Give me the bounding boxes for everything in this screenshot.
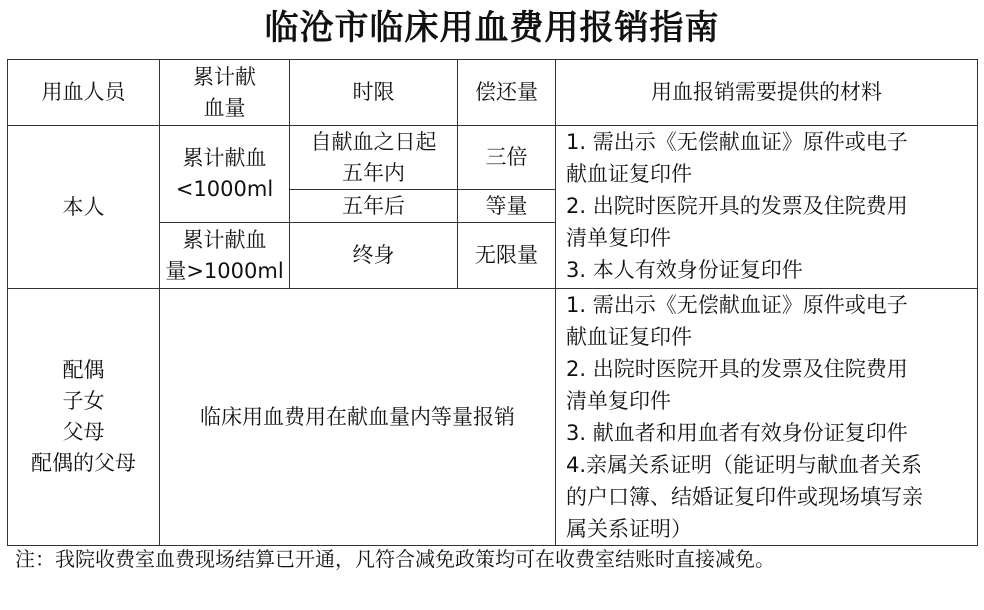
family-materials-line: 的户口簿、结婚证复印件或现场填写亲 [566, 485, 923, 509]
header-period: 时限 [290, 60, 458, 126]
family-materials-line: 3. 献血者和用血者有效身份证复印件 [566, 421, 908, 445]
family-row [8, 289, 978, 546]
family-materials-line: 献血证复印件 [566, 325, 692, 349]
family-policy-cell: 临床用血费用在献血量内等量报销 [160, 289, 556, 546]
family-materials-line: 1. 需出示《无偿献血证》原件或电子 [566, 293, 908, 317]
family-person-spouse: 配偶 [62, 358, 105, 382]
family-materials-cell [556, 289, 978, 546]
family-materials-line: 属关系证明） [566, 517, 692, 541]
self-period-1-line2: 五年内 [342, 160, 405, 185]
self-period-3-cell: 终身 [290, 223, 458, 289]
self-amount-gt-line1: 累计献血 [182, 227, 267, 252]
self-materials-cell [556, 126, 978, 289]
header-amount [160, 60, 290, 126]
family-materials-line: 清单复印件 [566, 389, 671, 413]
self-materials-line: 清单复印件 [566, 226, 671, 250]
self-repay-1-cell: 三倍 [458, 126, 556, 190]
self-person-cell: 本人 [8, 126, 160, 289]
self-amount-lt-line1: 累计献血 [182, 146, 267, 170]
self-period-1-line1: 自献血之日起 [310, 129, 437, 154]
self-materials-line: 3. 本人有效身份证复印件 [566, 258, 803, 282]
self-amount-gt-line2: 量>1000ml [165, 258, 284, 283]
self-period-2-cell: 五年后 [290, 190, 458, 223]
self-row-1 [8, 126, 978, 190]
header-person: 用血人员 [8, 60, 160, 126]
family-person-spouse-parents: 配偶的父母 [31, 451, 136, 475]
self-amount-lt-cell [160, 126, 290, 223]
family-person-parents: 父母 [62, 420, 105, 444]
family-person-children: 子女 [62, 389, 105, 413]
header-amount-line1: 累计献 [193, 64, 256, 89]
self-amount-lt-line2: <1000ml [175, 177, 274, 201]
footnote: 注：我院收费室血费现场结算已开通，凡符合减免政策均可在收费室结账时直接减免。 [15, 547, 775, 571]
self-materials-line: 2. 出院时医院开具的发票及住院费用 [566, 194, 908, 218]
self-repay-2-cell: 等量 [458, 190, 556, 223]
header-repay: 偿还量 [458, 60, 556, 126]
header-row [8, 60, 978, 126]
self-materials-line: 献血证复印件 [566, 162, 692, 186]
header-materials: 用血报销需要提供的材料 [556, 60, 978, 126]
family-materials-line: 2. 出院时医院开具的发票及住院费用 [566, 357, 908, 381]
header-amount-line2: 血量 [203, 95, 246, 120]
self-materials-line: 1. 需出示《无偿献血证》原件或电子 [566, 130, 908, 154]
page-title: 临沧市临床用血费用报销指南 [264, 8, 720, 48]
family-person-cell [8, 289, 160, 546]
self-repay-3-cell: 无限量 [458, 223, 556, 289]
family-materials-line: 4.亲属关系证明（能证明与献血者关系 [566, 453, 923, 477]
self-period-1-cell [290, 126, 458, 190]
self-amount-gt-cell [160, 223, 290, 289]
reimbursement-table [7, 59, 978, 546]
